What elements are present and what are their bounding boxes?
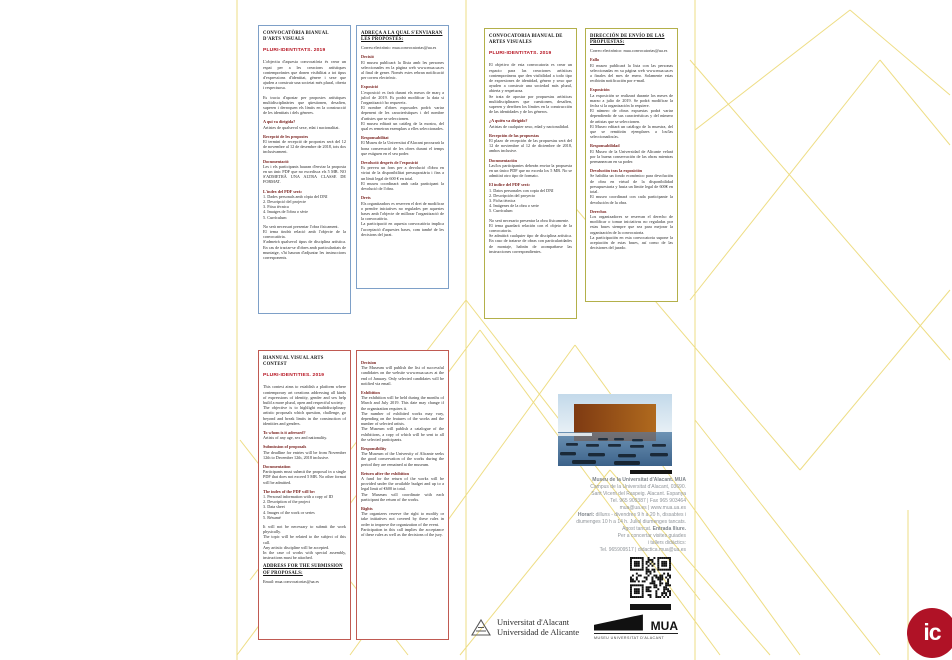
section-heading: Responsabilitat [361,135,389,141]
paragraph: The Museum will publish the list of successful candidates on the website www.mua.ua.es at the end of January. Only selected candidates will be notified via email. [361,365,444,386]
panel-title: CONVOCATORIA BIANUAL DE ARTES VISUALES [489,34,563,46]
pdf-index-list [489,188,572,214]
section-heading: L'índex del PDF serà: [263,188,303,194]
paragraph: The topic will be related to the subject of this call. [263,534,346,545]
paragraph: Correo electrónico: mua.convocatorias@ua.es [590,48,668,54]
contact-line [505,498,686,505]
mua-logo [594,614,678,640]
contact-text: Sant Vicent del Raspeig. Alacant. Espanya [591,491,686,497]
call-title: PLURI-IDENTITATS. 2019 [489,51,552,57]
paragraph: La exposición se realizará durante los meses de marzo a julio de 2019. Se podrá modificar la fecha si la organización lo requiere. [590,92,673,109]
section-heading: Submission of proposals [263,444,307,450]
paragraph: El tema guardará relación con el objeto de la convocatoria. [489,222,572,233]
paragraph: The Museum will coordinate with each participant the return of the works. [361,491,444,502]
section-heading: The index of the PDF will be: [263,488,316,494]
pdf-index-item: 5. Currículum [263,214,287,220]
call-title: PLURI-IDENTITIES. 2019 [263,373,325,379]
panel-title: CONVOCATÒRIA BIANUAL D'ARTS VISUALS [263,31,329,43]
paragraph: Email: mua.convocatorias@ua.es [263,578,320,584]
paragraph: Artists of any age, sex and nationality. [263,435,328,441]
paragraph: S'admetrà qualsevol tipus de disciplina artística. En cas de tractar-se d'obres amb particularitats de muntatge, s'hi hauran d'adjuntar les instruccions corresponents. [263,239,346,260]
pdf-index-item: 1. Datos personales con copia del DNI [489,187,554,193]
section-heading: Fallo [590,57,600,63]
section-heading: A qui va dirigida? [263,119,296,125]
contact-text: Tel. 965909517 | didactica.mua@ua.es [599,547,686,553]
paragraph: No serà necessari presentar l'obra físicament. [263,223,339,229]
paragraph: El termini de recepció de propostes serà del 12 de novembre al 12 de desembre de 2018, tots dos inclusivament. [263,138,346,155]
paragraph: Es tracta d'apostar per propostes artístiques multidisciplinàries que qüestionen, desafien, superen i derroquen els límits en la construcció de les identitats i dels gèneres. [263,94,346,116]
section-heading: To whom is it adressed? [263,429,306,435]
paragraph: El Museo de la Universidad de Alicante velará por la buena conservación de las obras mientras permanezcan en su poder. [590,148,673,165]
ic-corner-logo [907,608,952,658]
pdf-index-item: 2. Description of the project [263,499,311,505]
panel-title: BIANNUAL VISUAL ARTS CONTEST [263,356,324,368]
contact-text: Campus de la Universitat d'Alacant, 03690. [590,484,686,490]
section-heading: Documentación [489,157,517,163]
pdf-index-item: 4. Imatges de l'obra o sèrie [263,209,308,215]
paragraph: Les i els participants hauran d'enviar la proposta en un únic PDF que no excedisca els 5 MB. NO S'ADMETRÀ UNA ALTRA CLASSE DE FORMAT. [263,163,346,185]
paragraph: Se trata de apostar por propuestas artísticas multidisciplinares que cuestionen, desafíen, superen y derriben los límites en la construcción de las identidades y de los géneros. [489,93,572,115]
panel-title: ADDRESS FOR THE SUBMISSION OF PROPOSALS: [263,564,343,576]
contact-line [505,491,686,498]
panel-spanish-terms [585,28,678,302]
paragraph: The Museum of the University of Alicante seeks the good conservation of the works during the period they are remained at the museum. [361,451,444,467]
paragraph: El plazo de recepción de las propuestas será del 12 de noviembre al 12 de diciembre de 2018, ambos inclusive. [489,137,572,154]
contact-line [505,477,686,484]
paragraph: El museu coordinarà amb cada participant la devolució de l'obra. [361,180,444,192]
contact-text: dilluns - divendres 9 h a 20 h, dissabtes i [595,512,686,518]
panel-catalan-terms [356,25,449,289]
ic-logo-text: ic [923,618,941,645]
paragraph: Las/los participantes deberán enviar la propuesta en un único PDF que no exceda los 5 MB. No se admitirá otro tipo de formato. [489,162,572,179]
pdf-index-list [263,494,346,520]
pdf-index-item: 5. Currículum [489,208,513,214]
call-title: PLURI-IDENTITATS. 2019 [263,48,326,54]
paragraph: A fund for the return of the works will be provided under the available budget and up to a legal limit of €600 in total. [361,476,444,492]
panel-english-rules [258,350,351,640]
paragraph: The deadline for entries will be from November 12th to December 12th, 2018 inclusive. [263,449,346,460]
paragraph: Los organizadores se reservan el derecho de modificar o tomar iniciativas no reguladas por estas bases siempre que sea para mejorar la organización de la convocatoria. [590,213,673,235]
section-heading: Devolución tras la exposición [590,168,642,174]
pdf-index-item: 5. Résumé [263,514,281,520]
contact-text: Horari: [577,512,596,518]
contact-line [505,519,686,526]
paragraph: The organizers reserve the right to modify or take initiatives not covered by these rules in order to improve the organization of the event. [361,511,444,527]
divider-bar [630,470,672,474]
paragraph: El museu editarà un catàleg de la mostra, del qual es remetran exemplars a elles seleccionades. [361,120,444,132]
section-heading: Decision [361,360,377,365]
contact-line [505,505,686,512]
contact-line [505,512,686,519]
contact-text: Museu de la Universitat d'Alacant. MUA [592,477,686,483]
paragraph: No será necesario presentar la obra físicamente. [489,217,570,223]
university-logo [470,616,579,638]
paragraph: El número de obras expuestas podrá variar dependiendo de sus características y del número de artistas que se seleccionen. [590,108,673,124]
paragraph: Any artistic discipline will be accepted. [263,544,330,550]
contact-line [505,533,686,540]
contact-text: mua@ua.es | www.mua.ua.es [619,505,686,511]
paragraph: El museo publicará la lista con las personas seleccionadas en su página web www.mua.ua.es a finales del mes de enero. Solamente estas recibirán notificación por e-mail. [590,62,673,84]
contact-info [505,477,686,554]
paragraph: El nombre d'obres exposades podrà variar depenent de les característiques i del nombre d'artistes que se seleccionen. [361,105,444,121]
panel-title: DIRECCIÓN DE ENVÍO DE LAS PROPUESTAS: [590,34,665,46]
section-heading: Documentation [263,463,291,469]
pdf-index-item: 1. Dades personals amb còpia del DNI [263,193,328,199]
paragraph: Es preveu un fons per a devolució d'obra en virtut de la disponibilitat pressupostària i fins a un límit legal de 600 € en total. [361,165,444,181]
section-heading: Recepció de les propostes [263,133,309,139]
paragraph: The number of exhibited works may vary, depending on the features of the works and the number of selected artists. [361,410,444,427]
mua-acronym: MUA [650,619,678,633]
paragraph: El Museu de la Universitat d'Alacant procurarà la bona conservació de les obres durant el temps que estiguen en el seu poder. [361,140,444,156]
qr-code [630,557,671,598]
paragraph: Se admitirá cualquier tipo de disciplina artística. En caso de tratarse de obras con particularidades de montaje, habrán de acompañarse las instrucciones correspondientes. [489,233,572,254]
contact-text: Per a concertar visites guiades [617,533,686,539]
university-shield-icon [470,616,492,638]
section-heading: Return after the exhibition [361,470,409,476]
paragraph: The exhibition will be held during the months of March and July 2019. This date may change if the organization requires it. [361,395,444,411]
section-heading: Decisió [361,54,374,60]
paragraph: Participation in this call implies the acceptance of these rules as well as the decisions of the jury. [361,526,444,538]
pdf-index-list [263,194,346,220]
contact-line [505,540,686,547]
contact-text: Entrada lliure. [652,526,686,532]
section-heading: Responsibility [361,446,387,452]
panel-english-terms [356,350,449,640]
pdf-index-item: 3. Ficha técnica [489,197,516,203]
pdf-index-item: 4. Images of the work or series [263,509,315,515]
paragraph: Els organitzadors es reserven el dret de modificar o prendre iniciatives no regulades per aquestes bases amb l'objecte de millorar l'organització de la convocatòria. [361,200,444,222]
paragraph: El tema tindrà relació amb l'objecte de la convocatòria. [263,228,346,240]
paragraph: L'objectiu d'aquesta convocatòria és crear un espai per a les creacions artístiques contemporànies que donen visibilitat a tot tipus d'expressions d'identitat, gènere i sexe que ajuden a construir una societat més plural, oberta i respectuosa. [263,59,346,91]
pdf-index-item: 3. Data sheet [263,504,285,510]
section-heading: Exhibition [361,390,380,396]
paragraph: El Museo editará un catálogo de la muestra, del que se remitirán ejemplares a los/las seleccionados/as. [590,123,673,140]
section-heading: Recepción de las propuestas [489,132,540,138]
contact-line [505,484,686,491]
pdf-index-item: 1. Personal information with a copy of ID [263,493,334,499]
panel-title: ADREÇA A LA QUAL S'ENVIARAN LES PROPOSTES: [361,31,443,43]
panel-catalan-rules [258,25,351,314]
panel-spanish-rules [484,28,577,319]
section-heading: Documentació [263,158,289,164]
paragraph: Participants must submit the proposal in a single PDF that does not exceed 5 MB. No other format will be admitted. [263,469,346,485]
paragraph: Artistes de qualsevol sexe, edat i nacionalitat. [263,124,340,130]
paragraph: In the case of works with special assembly, instructions must be attached. [263,549,346,561]
university-name-spanish: Universidad de Alicante [497,627,580,637]
section-heading: Exposición [590,87,610,93]
section-heading: Drets [361,195,371,201]
paragraph: Correu electrònic: mua.convocatorias@ua.es [361,45,437,51]
paragraph: It will not be necessary to submit the work physically. [263,523,346,535]
museum-photo [558,394,672,466]
contact-text: Agost tancat. [622,526,653,532]
paragraph: El objetivo de esta convocatoria es crear un espacio para las creaciones artísticas contemporáneas que den visibilidad a todo tipo de expresiones de identidad, género y sexo que ayuden a construir una sociedad más plural, abierta y respetuosa. [489,62,572,94]
paragraph: Se habilita un fondo económico para devolución de obra en virtud de la disponibilidad presupuestaria y hasta un límite legal de 600€ en total. [590,173,673,195]
divider-bar [630,604,671,610]
section-heading: Rights [361,506,373,512]
pdf-index-item: 3. Fitxa tècnica [263,204,289,210]
section-heading: Exposició [361,84,379,90]
section-heading: El índice del PDF será: [489,182,531,188]
paragraph: El museo coordinará con cada participante la devolución de la obra. [590,194,673,205]
section-heading: Responsabilidad [590,143,620,149]
mua-building-icon [594,614,647,632]
contact-line [505,526,686,533]
paragraph: Artistas de cualquier sexo, edad y nacionalidad. [489,123,570,129]
contact-text: Tel. 965 909387 | Fax 965 903464 [610,498,686,504]
paragraph: L'exposició es farà durant els mesos de març a juliol de 2019. Es podrà modificar la data si l'organització ho requereix. [361,89,444,106]
contact-line [505,547,686,554]
pdf-index-item: 2. Descripción del proyecto [489,192,536,198]
paragraph: La participación en esta convocatoria supone la aceptación de estas bases, así como de las decisiones del jurado. [590,234,673,251]
paragraph: The Museum will publish a catalogue of the exhibitions, a copy of which will be sent to all the selected participants. [361,426,444,442]
pdf-index-item: 2. Descripció del projecte [263,198,307,204]
mua-caption: MUSEU UNIVERSITAT D'ALACANT [594,635,665,640]
university-name-catalan: Universitat d'Alacant [497,616,570,627]
paragraph: El museu publicarà la llista amb les persones seleccionades en la pàgina web www.mua.ua.es al final de gener. Només estes rebran notificació per correu electrònic. [361,59,444,81]
paragraph: La participació en aquesta convocatòria implica l'acceptació d'aquestes bases, com també de les decisions del jurat. [361,221,444,237]
section-heading: Devolució després de l'exposició [361,160,419,166]
paragraph: This contest aims to establish a platform where contemporary art creations addressing all kinds of expressions of identity, gender and sex help build a more plural, open and respectful society. [263,384,346,405]
section-heading: ¿A quién va dirigido? [489,118,528,124]
section-heading: Derechos [590,208,607,214]
paragraph: The objective is to highlight multidisciplinary artistic proposals which question, challenge, go beyond and break limits in the construction of identities and genders. [263,405,346,426]
contact-text: i tallers didàctics: [647,540,686,546]
contact-text: diumenges 10 h a 14 h. Juliol diumenges tancats. [576,519,686,525]
pdf-index-item: 4. Imágenes de la obra o serie [489,203,539,209]
